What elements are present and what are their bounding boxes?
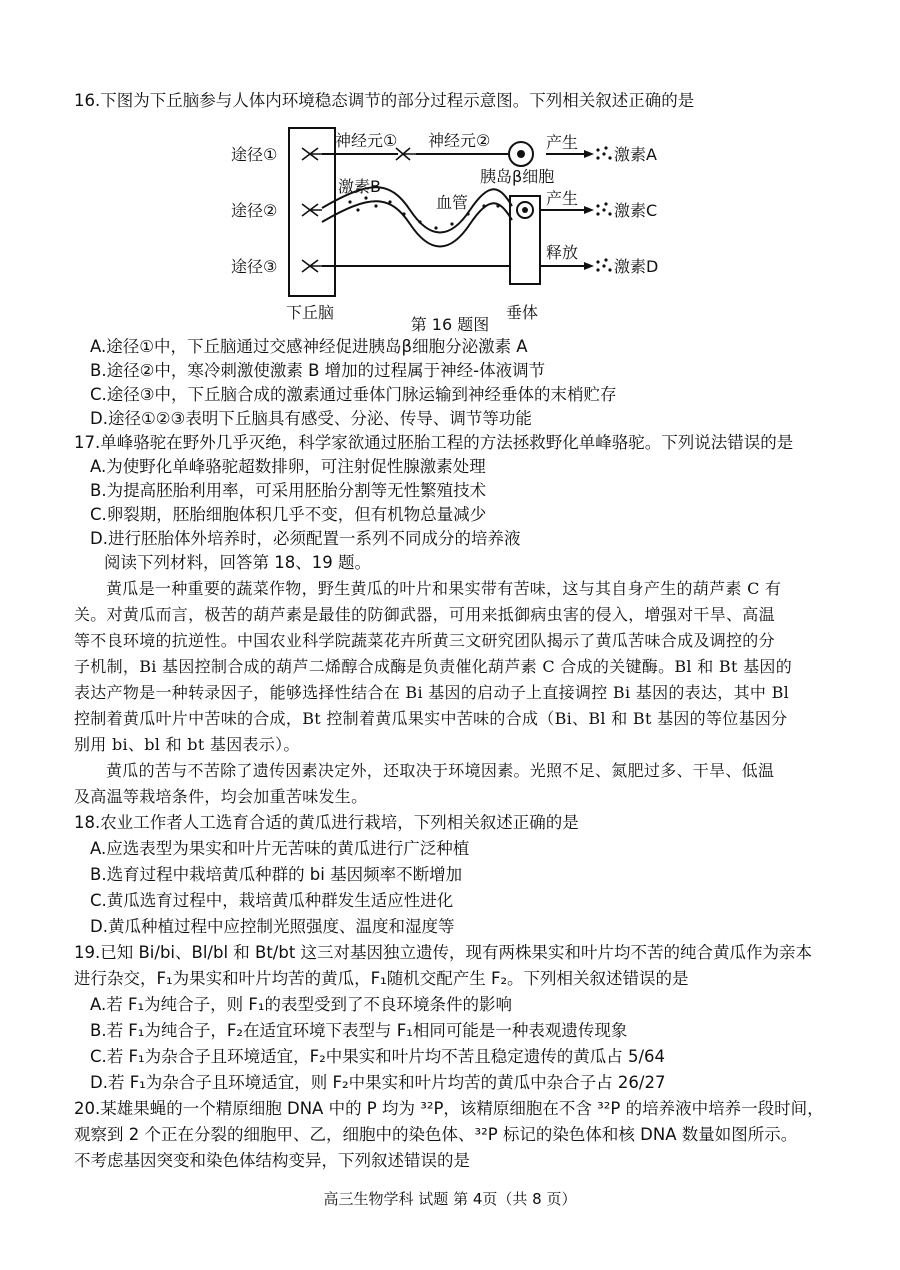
release-label: 释放 <box>546 243 579 262</box>
q17-stem: 17.单峰骆驼在野外几乎灭绝，科学家欲通过胚胎工程的方法拯救野化单峰骆驼。下列说法错误的是 <box>74 433 794 452</box>
path2-label: 途径② <box>231 201 278 220</box>
reading-line-2: 关。对黄瓜而言，极苦的葫芦素是最佳的防御武器，可用来抵御病虫害的侵入，增强对干旱、高温 <box>74 605 775 624</box>
page-footer: 高三生物学科 试题 第 4页（共 8 页） <box>323 1190 577 1208</box>
path3-label: 途径③ <box>231 257 278 276</box>
q16-option-b: B.途径②中，寒冷刺激使激素 B 增加的过程属于神经-体液调节 <box>90 361 546 380</box>
hormone-c-dots <box>596 202 611 215</box>
q18-stem: 18.农业工作者人工选育合适的黄瓜进行栽培，下列相关叙述正确的是 <box>74 813 579 832</box>
synapse-mark-3 <box>302 260 322 272</box>
q19-option-b: B.若 F₁为纯合子，F₂在适宜环境下表型与 F₁相同可能是一种表观遗传现象 <box>90 1021 628 1040</box>
q16-option-d: D.途径①②③表明下丘脑具有感受、分泌、传导、调节等功能 <box>90 409 532 428</box>
hormone-b-label: 激素B <box>338 177 381 196</box>
q19-stem-line-2: 进行杂交，F₁为果实和叶片均苦的黄瓜，F₁随机交配产生 F₂。下列相关叙述错误的是 <box>74 969 689 988</box>
q20-line-1: 20.某雄果蝇的一个精原细胞 DNA 中的 P 均为 ³²P，该精原细胞在不含 ³²P 的培养液中培养一段时间， <box>74 1099 824 1118</box>
synapse-mark-2 <box>302 204 322 216</box>
hormone-a-label: 激素A <box>614 145 657 164</box>
reading-line-3: 等不良环境的抗逆性。中国农业科学院蔬菜花卉所黄三文研究团队揭示了黄瓜苦味合成及调控的分 <box>74 631 775 650</box>
q18-option-a: A.应选表型为果实和叶片无苦味的黄瓜进行广泛种植 <box>90 839 470 858</box>
reading-line-7: 别用 bi、bl 和 bt 基因表示）。 <box>74 735 300 754</box>
q19-stem-line-1: 19.已知 Bi/bi、Bl/bl 和 Bt/bt 这三对基因独立遗传，现有两株果实和叶片均不苦的纯合黄瓜作为亲本 <box>74 943 813 962</box>
q17-option-b: B.为提高胚胎利用率，可采用胚胎分割等无性繁殖技术 <box>90 481 487 500</box>
q16-option-a: A.途径①中，下丘脑通过交感神经促进胰岛β细胞分泌激素 A <box>90 337 528 356</box>
q20-line-2: 观察到 2 个正在分裂的细胞甲、乙，细胞中的染色体、³²P 标记的染色体和核 DNA 数量如图所示。 <box>74 1125 798 1144</box>
neuron1-label: 神经元① <box>335 131 398 150</box>
hormone-a-dots <box>596 146 611 159</box>
neuron2-label: 神经元② <box>428 131 491 150</box>
q16-figure <box>0 110 900 330</box>
reading-line-1: 黄瓜是一种重要的蔬菜作物，野生黄瓜的叶片和果实带有苦味，这与其自身产生的葫芦素 C 有 <box>106 579 782 598</box>
q19-option-a: A.若 F₁为纯合子，则 F₁的表型受到了不良环境条件的影响 <box>90 995 512 1014</box>
hormone-c-label: 激素C <box>614 201 658 220</box>
reading-line-9: 及高温等栽培条件，均会加重苦味发生。 <box>74 787 368 806</box>
q18-option-c: C.黄瓜选育过程中，栽培黄瓜种群发生适应性进化 <box>90 891 454 910</box>
q19-option-d: D.若 F₁为杂合子且环境适宜，则 F₂中果实和叶片均苦的黄瓜中杂合子占 26/27 <box>90 1073 666 1092</box>
produce-label-2: 产生 <box>546 189 579 208</box>
q19-option-c: C.若 F₁为杂合子且环境适宜，F₂中果实和叶片均不苦且稳定遗传的黄瓜占 5/64 <box>90 1047 666 1066</box>
hormone-d-dots <box>596 258 611 271</box>
synapse-mark-1 <box>302 148 322 160</box>
hormone-d-label: 激素D <box>614 257 659 276</box>
reading-line-5: 表达产物是一种转录因子，能够选择性结合在 Bi 基因的启动子上直接调控 Bi 基因的表达，其中 Bl <box>74 683 790 702</box>
q16-option-c: C.途径③中，下丘脑合成的激素通过垂体门脉运输到神经垂体的末梢贮存 <box>90 385 617 404</box>
reading-line-4: 子机制，Bi 基因控制合成的葫芦二烯醇合成酶是负责催化葫芦素 C 合成的关键酶。Bl 和 Bt 基因的 <box>74 657 792 676</box>
produce-label-1: 产生 <box>546 133 579 152</box>
pituitary-label: 垂体 <box>506 303 539 322</box>
reading-line-8: 黄瓜的苦与不苦除了遗传因素决定外，还取决于环境因素。光照不足、氮肥过多、干旱、低温 <box>106 761 775 780</box>
reading-intro: 阅读下列材料，回答第 18、19 题。 <box>104 553 371 572</box>
q17-option-c: C.卵裂期，胚胎细胞体积几乎不变，但有机物总量减少 <box>90 505 487 524</box>
hypothalamus-label: 下丘脑 <box>286 303 335 322</box>
q16-figure-caption: 第 16 题图 <box>410 315 490 334</box>
q18-option-d: D.黄瓜种植过程中应控制光照强度、温度和湿度等 <box>90 917 455 936</box>
path1-label: 途径① <box>231 145 278 164</box>
reading-line-6: 控制着黄瓜叶片中苦味的合成，Bt 控制着黄瓜果实中苦味的合成（Bi、Bl 和 Bt 基因的等位基因分 <box>74 709 788 728</box>
q18-option-b: B.选育过程中栽培黄瓜种群的 bi 基因频率不断增加 <box>90 865 463 884</box>
islet-cell-label: 胰岛β细胞 <box>480 167 555 186</box>
vessel-label: 血管 <box>436 193 469 212</box>
q17-option-a: A.为使野化单峰骆驼超数排卵，可注射促性腺激素处理 <box>90 457 486 476</box>
q16-stem: 16.下图为下丘脑参与人体内环境稳态调节的部分过程示意图。下列相关叙述正确的是 <box>74 91 695 110</box>
q17-option-d: D.进行胚胎体外培养时，必须配置一系列不同成分的培养液 <box>90 529 521 548</box>
q20-line-3: 不考虑基因突变和染色体结构变异，下列叙述错误的是 <box>74 1151 470 1170</box>
